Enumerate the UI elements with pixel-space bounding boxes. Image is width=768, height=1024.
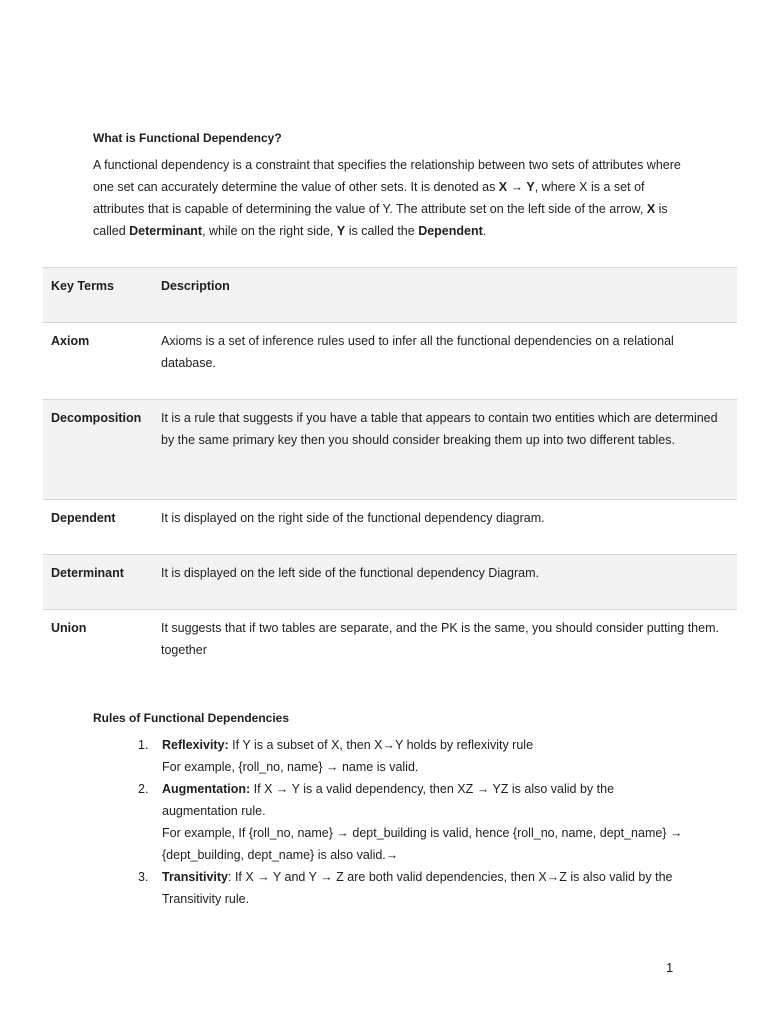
- list-item: [93, 734, 693, 778]
- rule-name: Augmentation:: [162, 782, 251, 796]
- intro-paragraph: A functional dependency is a constraint that specifies the relationship between two sets of attributes where one set can accurately determine the value of other sets. It is denoted as X → Y, where X is a set of attributes that is capable of determining the value of Y. The attribute set on the left side of the arrow, X is called Determinant, while on the right side, Y is called the Dependent.: [93, 158, 681, 238]
- rule-name: Reflexivity:: [162, 738, 229, 752]
- rule-text: : If X → Y and Y → Z are both valid dependencies, then X→Z is also valid by the Transitivity rule.: [162, 870, 673, 906]
- table-row: [43, 400, 737, 500]
- term-cell: Decomposition: [51, 411, 142, 425]
- list-item: [93, 866, 693, 910]
- rule-example: For example, {roll_no, name} → name is valid.: [162, 760, 419, 774]
- table-row: [43, 555, 737, 610]
- term-cell: Dependent: [51, 511, 116, 525]
- description-cell: It is displayed on the right side of the functional dependency diagram.: [161, 511, 545, 525]
- list-number: 2.: [138, 782, 149, 796]
- intro-heading: What is Functional Dependency?: [93, 131, 282, 145]
- rule-example: For example, If {roll_no, name} → dept_building is valid, hence {roll_no, name, dept_name} → {dept_building, dept_name} is also valid.→: [162, 826, 683, 862]
- intro-section: [93, 128, 693, 242]
- table-row: [43, 500, 737, 555]
- list-number: 3.: [138, 870, 149, 884]
- table-row: [43, 610, 737, 680]
- term-cell: Union: [51, 621, 87, 635]
- rules-list: [93, 734, 693, 910]
- page-number: 1: [666, 960, 674, 975]
- list-item: [93, 778, 693, 866]
- description-cell: It is displayed on the left side of the functional dependency Diagram.: [161, 566, 540, 580]
- term-cell: Determinant: [51, 566, 124, 580]
- header-key-terms: Key Terms: [51, 279, 114, 293]
- description-cell: Axioms is a set of inference rules used to infer all the functional dependencies on a relational database.: [161, 334, 674, 370]
- description-cell: It is a rule that suggests if you have a table that appears to contain two entities which are determined by the same primary key then you should consider breaking them up into two different tables.: [161, 411, 718, 447]
- description-cell: It suggests that if two tables are separate, and the PK is the same, you should consider putting them. together: [161, 621, 719, 657]
- rules-section: [93, 708, 693, 910]
- rule-name: Transitivity: [162, 870, 228, 884]
- table-header-row: [43, 268, 737, 323]
- rule-text: If X → Y is a valid dependency, then XZ → YZ is also valid by the augmentation rule.: [162, 782, 615, 818]
- rules-heading: Rules of Functional Dependencies: [93, 711, 290, 725]
- list-number: 1.: [138, 738, 149, 752]
- rule-text: If Y is a subset of X, then X→Y holds by reflexivity rule: [228, 738, 534, 752]
- key-terms-table: [43, 267, 737, 680]
- term-cell: Axiom: [51, 334, 90, 348]
- header-description: Description: [161, 279, 230, 293]
- table-row: [43, 323, 737, 400]
